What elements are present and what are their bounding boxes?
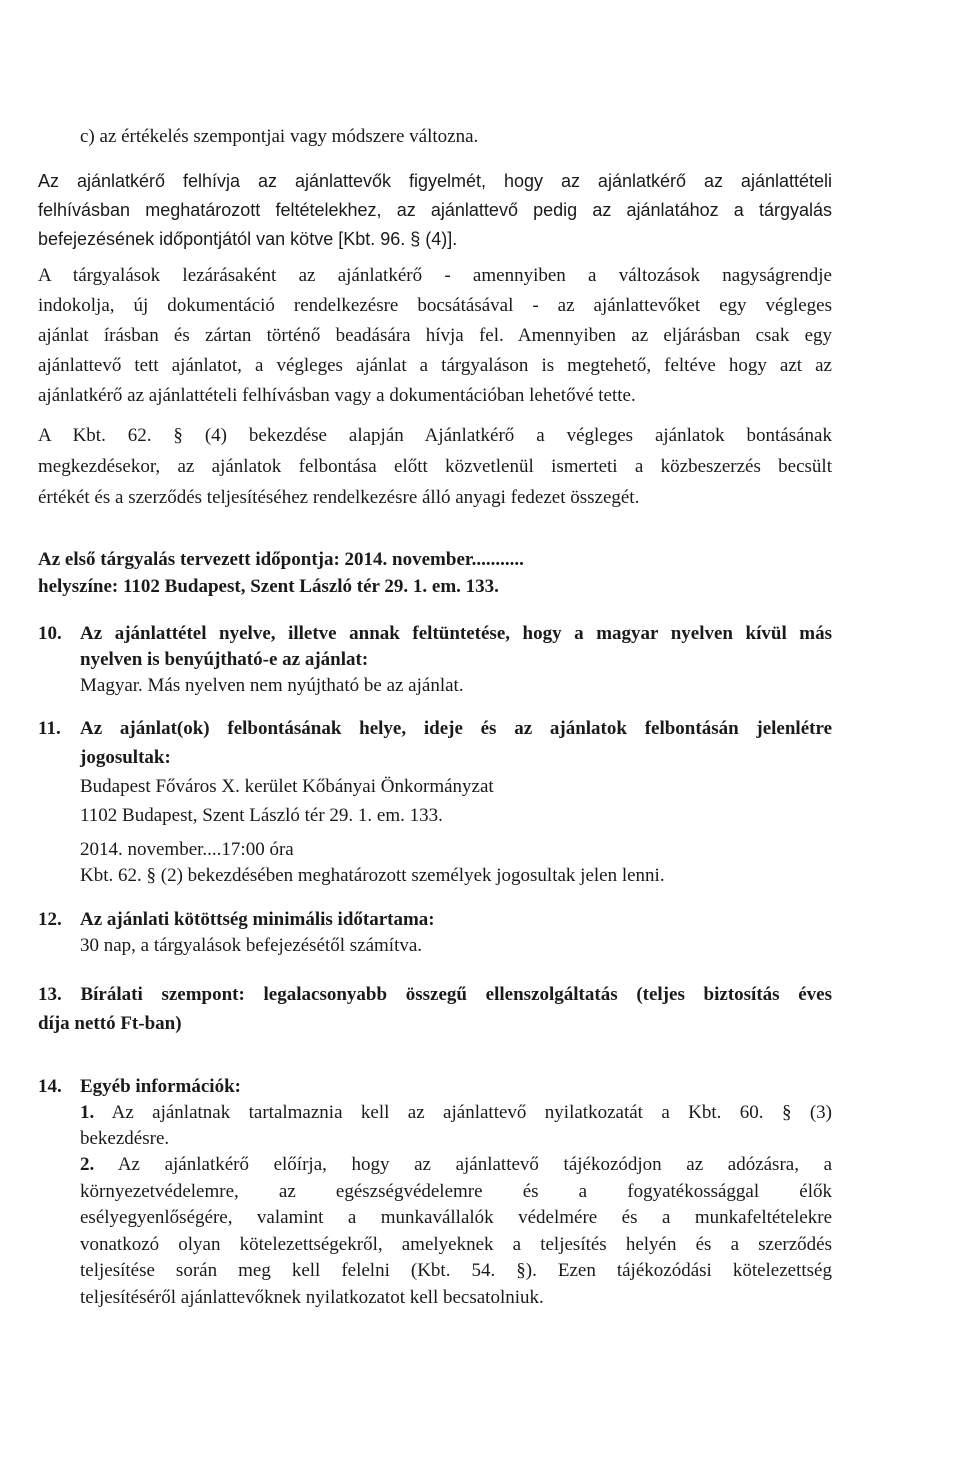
section-11-time (80, 837, 832, 889)
section-text: Budapest Főváros X. kerület Kőbányai Önkormányzat (80, 776, 494, 797)
section-heading: jogosultak: (80, 747, 171, 768)
text-line: befejezésének időpontjától van kötve [Kbt. 96. § (4)]. (38, 229, 458, 249)
section-text: Kbt. 62. § (2) bekezdésében meghatározott személyek jogosultak jelen lenni. (80, 865, 665, 886)
section-13 (38, 980, 832, 1038)
info-item-2 (80, 1152, 832, 1311)
meeting-info (38, 546, 524, 600)
section-number: 11. (38, 718, 61, 739)
text-line: teljesítése során meg kell felelni (Kbt. 54. §). Ezen tájékozódási kötelezettség (80, 1260, 832, 1281)
text-line (80, 1100, 832, 1126)
item-text: Az ajánlatkérő előírja, hogy az ajánlattevő tájékozódjon az adózásra, a (117, 1154, 833, 1175)
text-line: ajánlatkérő az ajánlattételi felhívásban vagy a dokumentációban lehetővé tette. (38, 385, 636, 406)
item-number: 2. (80, 1154, 95, 1175)
text-line: megkezdésekor, az ajánlatok felbontása előtt közvetlenül ismerteti a közbeszerzés becsült (38, 456, 832, 477)
section-text: 30 nap, a tárgyalások befejezésétől számítva. (80, 935, 423, 956)
meeting-place: helyszíne: 1102 Budapest, Szent László tér 29. 1. em. 133. (38, 576, 499, 597)
item-number: 1. (80, 1102, 95, 1123)
text-line: felhívásban meghatározott feltételekhez, az ajánlattevő pedig az ajánlatához a tárgyalás (38, 200, 832, 220)
section-12 (80, 907, 832, 959)
info-item-1 (80, 1100, 832, 1152)
text-line: értékét és a szerződés teljesítéséhez rendelkezésre álló anyagi fedezet összegét. (38, 487, 640, 508)
section-10 (80, 621, 832, 699)
text-line: ajánlat írásban és zártan történő beadására hívja fel. Amennyiben az eljárásban csak egy (38, 325, 832, 346)
list-item-c: c) az értékelés szempontjai vagy módszere változna. (80, 126, 479, 147)
section-11 (80, 714, 832, 830)
text-line: környezetvédelemre, az egészségvédelemre és a fogyatékossággal élők (80, 1180, 832, 1202)
section-heading (38, 980, 832, 1009)
paragraph-opening (38, 420, 832, 513)
text-line: bekezdésre. (80, 1128, 170, 1149)
meeting-date: Az első tárgyalás tervezett időpontja: 2014. november........... (38, 549, 524, 570)
paragraph-final-offer (38, 261, 832, 411)
text-line (80, 1152, 832, 1179)
section-text: 2014. november....17:00 óra (80, 839, 294, 860)
section-number: 13. (38, 984, 62, 1005)
text-line: teljesítéséről ajánlattevőknek nyilatkozatot kell becsatolniuk. (80, 1286, 544, 1308)
text-line: vonatkozó olyan kötelezettségekről, amelyeknek a teljesítés helyén és a szerződés (80, 1233, 832, 1255)
section-number: 12. (38, 909, 62, 930)
section-heading: Egyéb információk: (80, 1076, 241, 1097)
text-line: ajánlattevő tett ajánlatot, a végleges ajánlat a tárgyaláson is megtehető, feltéve hogy azt az (38, 355, 832, 376)
text-line: A tárgyalások lezárásaként az ajánlatkérő - amennyiben a változások nagyságrendje (38, 265, 832, 286)
text-line: A Kbt. 62. § (4) bekezdése alapján Ajánlatkérő a végleges ajánlatok bontásának (38, 425, 832, 446)
section-heading: Az ajánlattétel nyelve, illetve annak feltüntetése, hogy a magyar nyelven kívül más (80, 623, 832, 644)
section-heading: Az ajánlat(ok) felbontásának helye, ideje és az ajánlatok felbontásán jelenlétre (80, 718, 832, 739)
heading-text: Bírálati szempont: legalacsonyabb összegű ellenszolgáltatás (teljes biztosítás éves (80, 984, 833, 1005)
text-line: indokolja, új dokumentáció rendelkezésre bocsátásával - az ajánlattevőket egy végleges (38, 295, 832, 316)
section-number: 14. (38, 1076, 62, 1097)
text-line: Az ajánlatkérő felhívja az ajánlattevők figyelmét, hogy az ajánlatkérő az ajánlattételi (38, 171, 832, 191)
item-text: Az ajánlatnak tartalmaznia kell az ajánlattevő nyilatkozatát a Kbt. 60. § (3) (111, 1102, 833, 1123)
section-heading: nyelven is benyújtható-e az ajánlat: (80, 649, 369, 670)
paragraph-binding-notice (38, 167, 832, 254)
section-text: Magyar. Más nyelven nem nyújtható be az ajánlat. (80, 675, 464, 696)
section-text: 1102 Budapest, Szent László tér 29. 1. em. 133. (80, 805, 443, 826)
section-number: 10. (38, 623, 62, 644)
section-heading: Az ajánlati kötöttség minimális időtartama: (80, 909, 435, 930)
text-line: esélyegyenlőségére, valamint a munkavállalók védelmére és a munkafeltételekre (80, 1207, 832, 1228)
section-heading: díja nettó Ft-ban) (38, 1013, 182, 1034)
